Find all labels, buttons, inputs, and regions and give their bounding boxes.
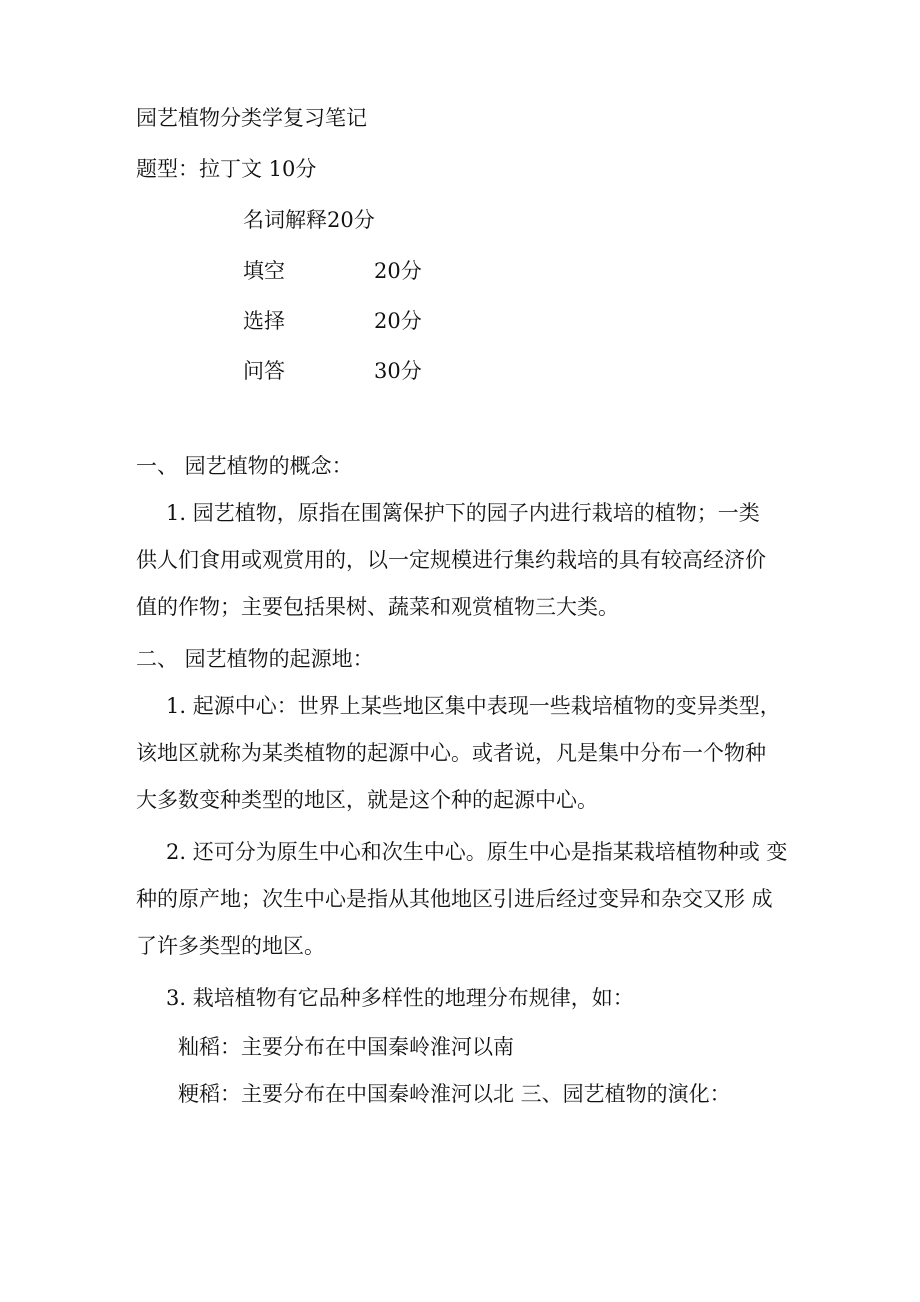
paragraph-line: 值的作物；主要包括果树、蔬菜和观赏植物三大类。 (136, 595, 619, 619)
document-title: 园艺植物分类学复习笔记 (136, 106, 367, 130)
question-type-name: 填空 (243, 259, 285, 283)
paragraph-line: 1. 园艺植物，原指在围篱保护下的园子内进行栽培的植物；一类 (166, 501, 760, 525)
paragraph-line: 该地区就称为某类植物的起源中心。或者说，凡是集中分布一个物种 (136, 741, 766, 765)
question-type-name: 问答 (243, 359, 285, 383)
question-type-score: 20分 (374, 309, 422, 333)
paragraph-line: 1. 起源中心：世界上某些地区集中表现一些栽培植物的变异类型， (166, 694, 781, 718)
question-type-score: 20分 (374, 259, 422, 283)
paragraph-line: 种的原产地；次生中心是指从其他地区引进后经过变异和杂交又形 成 (136, 887, 773, 911)
question-types-label: 题型：拉丁文 10分 (136, 157, 317, 181)
question-type-name: 选择 (243, 309, 285, 333)
paragraph-line: 供人们食用或观赏用的，以一定规模进行集约栽培的具有较高经济价 (136, 548, 766, 572)
paragraph-line: 大多数变种类型的地区，就是这个种的起源中心。 (136, 788, 598, 812)
primary-secondary-center-paragraph (136, 838, 787, 960)
origin-center-paragraph (136, 692, 781, 814)
section-heading: 一、 园艺植物的概念： (136, 454, 353, 478)
japonica-rice-line: 粳稻：主要分布在中国秦岭淮河以北 三、园艺植物的演化： (178, 1082, 731, 1106)
distribution-rule-line: 3. 栽培植物有它品种多样性的地理分布规律，如： (166, 986, 634, 1010)
section-heading: 二、 园艺植物的起源地： (136, 647, 374, 671)
question-type-score: 30分 (374, 359, 422, 383)
question-type-name: 名词解释20分 (243, 208, 375, 232)
indica-rice-line: 籼稻：主要分布在中国秦岭淮河以南 (178, 1035, 514, 1059)
definition-paragraph (136, 499, 766, 621)
paragraph-line: 2. 还可分为原生中心和次生中心。原生中心是指某栽培植物种或 变 (166, 840, 788, 864)
paragraph-line: 了许多类型的地区。 (136, 934, 325, 958)
